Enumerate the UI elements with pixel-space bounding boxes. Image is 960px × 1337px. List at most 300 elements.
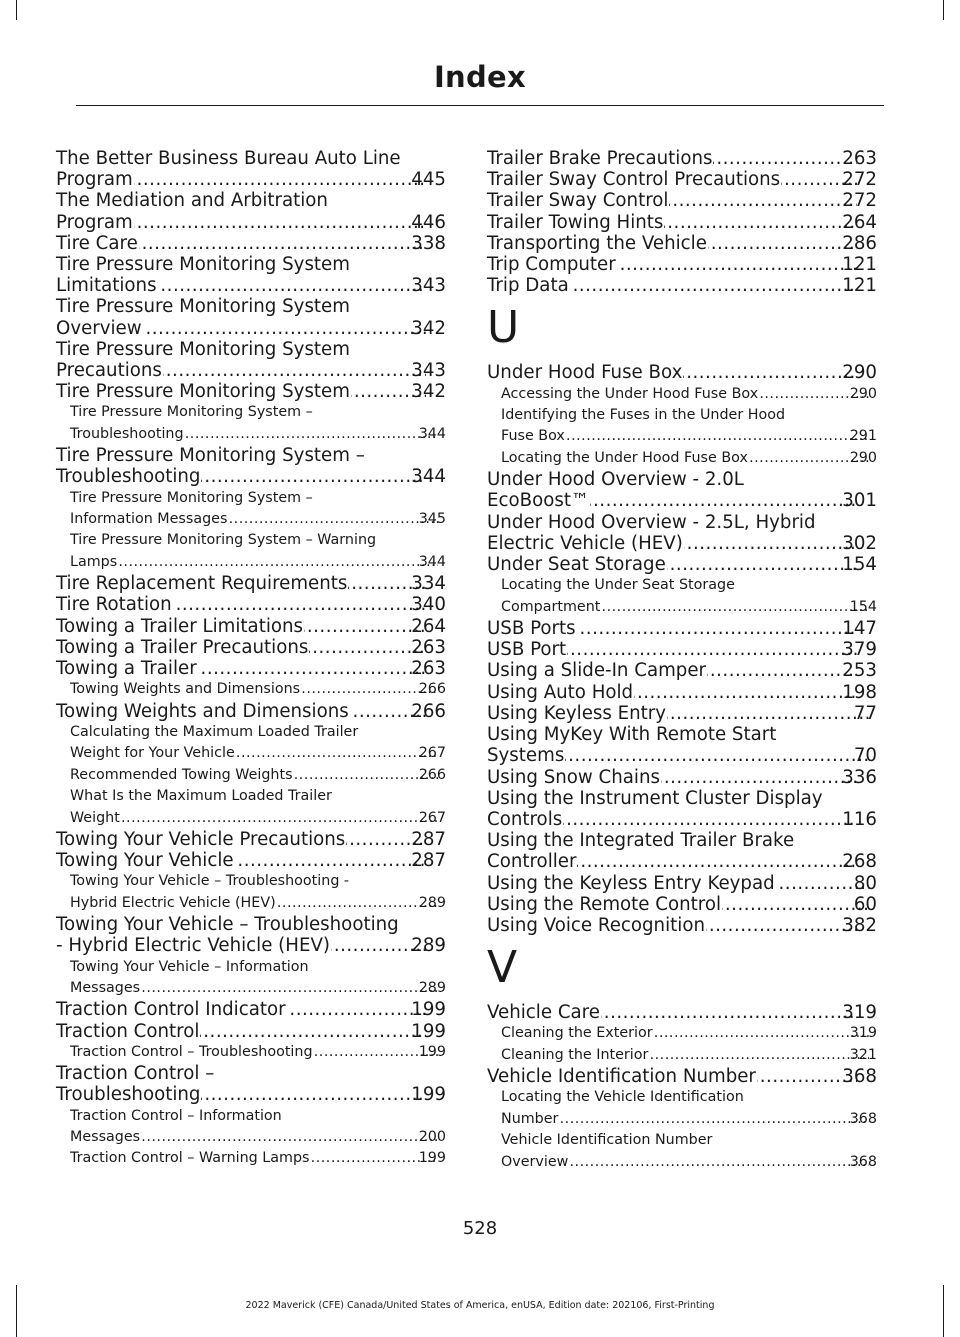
entry-label-line: Precautions (56, 360, 162, 382)
index-entry[interactable] (56, 148, 446, 190)
crop-mark-bottom-right (943, 1285, 944, 1337)
entry-leader-row (56, 573, 446, 595)
entry-label-line: Towing Your Vehicle Precautions (56, 828, 346, 850)
entry-label-line: Weight (70, 809, 120, 826)
entry-label-line: Using the Remote Control (487, 893, 722, 915)
page-reference[interactable]: 290 (842, 362, 877, 384)
page-reference[interactable]: 263 (842, 148, 877, 169)
index-entry[interactable] (487, 830, 877, 872)
page-reference[interactable]: 200 (418, 1129, 446, 1145)
index-entry[interactable] (56, 573, 446, 594)
index-subentry[interactable] (70, 765, 446, 786)
crop-mark-top-right (943, 0, 944, 20)
entry-leader-row (487, 169, 877, 191)
page-title: Index (433, 60, 527, 94)
entry-label-line: Locating the Vehicle Identification (501, 1089, 744, 1106)
entry-label-line: Using a Slide-In Camper (487, 660, 707, 682)
entry-label-line: What Is the Maximum Loaded Trailer (70, 788, 332, 805)
entry-leader-row (487, 808, 877, 830)
page-reference[interactable]: 290 (849, 449, 877, 466)
index-entry[interactable] (487, 788, 877, 830)
entry-leader-row (56, 615, 446, 637)
dot-leader (567, 639, 857, 660)
page-reference[interactable]: 116 (842, 808, 877, 830)
entry-label-line: Calculating the Maximum Loaded Trailer (70, 723, 359, 740)
entry-label-line: Locating the Under Seat Storage (501, 577, 735, 594)
index-entry[interactable] (487, 169, 877, 190)
page-reference[interactable]: 290 (849, 385, 877, 402)
dot-leader (590, 490, 857, 511)
entry-label-line: Towing a Trailer (56, 658, 197, 680)
index-entry[interactable] (487, 915, 877, 936)
page-reference[interactable]: 343 (411, 360, 446, 382)
page-reference[interactable]: 147 (842, 618, 877, 640)
entry-leader-row (487, 190, 877, 212)
dot-leader (304, 616, 426, 637)
entry-leader-row (56, 317, 446, 339)
index-entry[interactable] (56, 616, 446, 637)
index-subentry[interactable] (70, 1106, 446, 1149)
index-subentry[interactable] (70, 722, 446, 765)
entry-leader-row (487, 872, 877, 894)
dot-leader (236, 743, 438, 764)
page-reference[interactable]: 199 (418, 1150, 446, 1167)
dot-leader (684, 533, 857, 554)
index-entry[interactable] (56, 339, 446, 381)
index-subentry[interactable] (501, 1087, 877, 1130)
entry-label-line: Transporting the Vehicle (487, 232, 707, 254)
entry-label-line: Using the Integrated Trailer Brake (487, 830, 795, 852)
entry-label-line: Towing Your Vehicle (56, 850, 234, 872)
entry-leader-row (501, 1045, 877, 1066)
index-subentry[interactable] (70, 1148, 446, 1169)
index-entry[interactable] (487, 512, 877, 554)
index-entry[interactable] (487, 894, 877, 915)
index-entry[interactable] (56, 254, 446, 296)
entry-label-line: Program (56, 169, 133, 191)
section-letter: V (487, 942, 518, 994)
page-reference[interactable]: 289 (418, 979, 446, 996)
page-reference[interactable]: 264 (411, 615, 446, 637)
entry-leader-row (487, 532, 877, 554)
entry-leader-row (487, 639, 877, 661)
index-entry[interactable] (56, 1021, 446, 1042)
page-reference[interactable]: 199 (411, 999, 446, 1021)
dot-leader (664, 212, 857, 233)
dot-leader (577, 618, 858, 639)
entry-leader-row (501, 426, 877, 447)
index-entry[interactable] (487, 554, 877, 575)
index-subentry[interactable] (70, 530, 446, 573)
entry-label-line: Traction Control – Troubleshooting (70, 1043, 313, 1060)
entry-leader-row (487, 148, 877, 169)
entry-label-line: Using the Keyless Entry Keypad (487, 872, 775, 894)
entry-label-line: Troubleshooting (70, 425, 184, 442)
page-reference[interactable]: 264 (842, 211, 877, 233)
entry-leader-row (487, 275, 877, 297)
page-reference[interactable]: 368 (849, 1153, 877, 1170)
dot-leader (134, 169, 427, 190)
dot-leader (141, 1127, 438, 1148)
entry-leader-row (56, 211, 446, 233)
index-column-left (56, 148, 446, 1170)
entry-label-line: Fuse Box (501, 428, 565, 445)
entry-label-line: Using MyKey With Remote Start (487, 724, 777, 746)
entry-leader-row (70, 509, 446, 530)
entry-leader-row (487, 232, 877, 254)
index-entry[interactable] (487, 618, 877, 639)
index-entry[interactable] (487, 682, 877, 703)
entry-label-line: Troubleshooting (56, 466, 201, 488)
entry-leader-row (501, 384, 877, 405)
page-reference[interactable]: 199 (411, 1084, 446, 1106)
entry-label-line: Under Hood Overview - 2.0L (487, 469, 744, 491)
entry-leader-row (501, 1023, 877, 1044)
dot-leader (707, 660, 857, 681)
page-reference[interactable]: 268 (842, 851, 877, 873)
entry-label-line: Using Keyless Entry (487, 702, 667, 724)
dot-leader (661, 767, 857, 788)
entry-label-line: Using Snow Chains (487, 766, 660, 788)
page-reference[interactable]: 199 (418, 1043, 446, 1060)
entry-label-line: Tire Pressure Monitoring System (56, 338, 350, 360)
page-reference[interactable]: 343 (411, 275, 446, 297)
dot-leader (118, 552, 438, 573)
page-reference[interactable]: 272 (842, 190, 877, 212)
entry-label-line: Trailer Brake Precautions (487, 148, 713, 169)
entry-label-line: Vehicle Identification Number (501, 1132, 713, 1149)
page-reference[interactable]: 272 (842, 169, 877, 191)
entry-label-line: Tire Pressure Monitoring System – Warning (70, 532, 377, 549)
entry-label-line: Trailer Sway Control (487, 190, 669, 212)
entry-label-line: Number (501, 1110, 559, 1127)
index-entry[interactable] (487, 212, 877, 233)
header-rule (76, 105, 884, 106)
entry-leader-row (70, 1148, 446, 1169)
index-column-right (487, 148, 877, 1173)
page-reference[interactable]: 344 (418, 553, 446, 570)
index-entry[interactable] (487, 1066, 877, 1087)
page-reference[interactable]: 154 (849, 598, 877, 615)
entry-label-line: Tire Care (56, 232, 138, 254)
page-reference[interactable]: 379 (842, 639, 877, 661)
index-entry[interactable] (56, 594, 446, 615)
dot-leader (667, 554, 857, 575)
index-subentry[interactable] (70, 1042, 446, 1063)
page-reference[interactable]: 368 (849, 1110, 877, 1127)
entry-label-line: Troubleshooting (56, 1084, 201, 1106)
page-reference[interactable]: 340 (411, 594, 446, 616)
entry-label-line: Tire Pressure Monitoring System – (70, 489, 313, 506)
page-reference[interactable]: 263 (411, 636, 446, 658)
page-reference[interactable]: 302 (842, 532, 877, 554)
entry-leader-row (56, 828, 446, 850)
dot-leader (559, 1109, 868, 1130)
entry-label-line: Vehicle Identification Number (487, 1066, 756, 1088)
entry-label-line: Limitations (56, 275, 157, 297)
entry-leader-row (56, 594, 446, 616)
dot-leader (601, 1002, 857, 1023)
entry-label-line: Overview (501, 1153, 569, 1170)
index-subentry[interactable] (70, 786, 446, 829)
index-entry[interactable] (487, 703, 877, 724)
index-subentry[interactable] (70, 488, 446, 531)
index-entry[interactable] (56, 829, 446, 850)
page-reference[interactable]: 445 (411, 169, 446, 191)
page-reference[interactable]: 289 (411, 935, 446, 957)
page-reference[interactable]: 368 (842, 1066, 877, 1088)
entry-label-line: Towing Your Vehicle – Troubleshooting - (70, 873, 350, 890)
dot-leader (570, 275, 858, 296)
entry-leader-row (56, 850, 446, 872)
index-entry[interactable] (487, 275, 877, 296)
page-reference[interactable]: 338 (411, 232, 446, 254)
entry-label-line: Tire Rotation (56, 594, 172, 616)
entry-label-line: Messages (70, 979, 141, 996)
index-entry[interactable] (56, 850, 446, 871)
entry-leader-row (487, 914, 877, 936)
page-reference[interactable]: 80 (853, 872, 877, 894)
entry-leader-row (487, 893, 877, 915)
entry-label-line: Messages (70, 1129, 141, 1145)
dot-leader (121, 808, 438, 829)
index-subentry[interactable] (501, 1045, 877, 1066)
entry-label-line: Traction Control Indicator (56, 999, 286, 1021)
entry-label-line: Under Seat Storage (487, 554, 666, 576)
entry-leader-row (487, 1066, 877, 1088)
entry-label-line: USB Port (487, 639, 567, 661)
entry-label-line: EcoBoost™ (487, 490, 590, 512)
dot-leader (722, 894, 869, 915)
entry-leader-row (56, 169, 446, 191)
entry-leader-row (56, 636, 446, 658)
page-reference[interactable]: 291 (849, 428, 877, 445)
dot-leader (198, 658, 427, 679)
entry-label-line: Controller (487, 851, 577, 873)
page-reference[interactable]: 446 (411, 211, 446, 233)
entry-label-line: Towing Your Vehicle – Troubleshooting (56, 914, 399, 936)
index-subentry[interactable] (70, 957, 446, 1000)
index-entry[interactable] (56, 296, 446, 338)
entry-leader-row (487, 660, 877, 682)
entry-label-line: Towing Weights and Dimensions (70, 681, 301, 698)
entry-leader-row (56, 381, 446, 403)
entry-leader-row (56, 275, 446, 297)
entry-label-line: Information Messages (70, 511, 228, 528)
entry-label-line: Traction Control – Warning Lamps (70, 1150, 310, 1167)
index-subentry[interactable] (501, 448, 877, 469)
entry-leader-row (56, 360, 446, 382)
dot-leader (706, 915, 857, 936)
dot-leader (200, 1021, 426, 1042)
index-entry[interactable] (56, 999, 446, 1020)
index-entry[interactable] (56, 445, 446, 487)
page-reference[interactable]: 334 (411, 573, 446, 595)
page-reference[interactable]: 321 (849, 1046, 877, 1063)
entry-label-line: Weight for Your Vehicle (70, 745, 235, 762)
entry-leader-row (56, 1084, 446, 1106)
entry-label-line: Traction Control – (56, 1063, 215, 1085)
entry-leader-row (70, 1127, 446, 1148)
page-reference[interactable]: 121 (842, 275, 877, 297)
entry-label-line: Trailer Towing Hints (487, 211, 664, 233)
dot-leader (563, 809, 857, 830)
index-subentry[interactable] (501, 1023, 877, 1044)
entry-label-line: USB Ports (487, 618, 576, 640)
index-subentry[interactable] (501, 384, 877, 405)
entry-leader-row (70, 424, 446, 445)
crop-mark-top-left (16, 0, 17, 20)
page-reference[interactable]: 266 (418, 681, 446, 698)
dot-leader (654, 1023, 869, 1044)
index-entry[interactable] (56, 381, 446, 402)
page-reference[interactable]: 154 (842, 554, 877, 576)
index-entry[interactable] (487, 639, 877, 660)
entry-leader-row (56, 935, 446, 957)
entry-label-line: Under Hood Overview - 2.5L, Hybrid (487, 511, 816, 533)
page-reference[interactable]: 287 (411, 850, 446, 872)
entry-label-line: Using the Instrument Cluster Display (487, 787, 823, 809)
entry-leader-row (487, 766, 877, 788)
entry-label-line: Towing a Trailer Precautions (56, 636, 309, 658)
page-reference[interactable]: 266 (418, 766, 446, 783)
entry-label-line: The Better Business Bureau Auto Line (56, 148, 401, 169)
index-subentry[interactable] (70, 871, 446, 914)
dot-leader (173, 594, 427, 615)
entry-leader-row (487, 851, 877, 873)
index-entry[interactable] (487, 724, 877, 766)
index-entry[interactable] (487, 767, 877, 788)
page-reference[interactable]: 60 (853, 893, 877, 915)
entry-label-line: Electric Vehicle (HEV) (487, 532, 683, 554)
entry-leader-row (487, 618, 877, 640)
entry-label-line: Trailer Sway Control Precautions (487, 169, 781, 191)
index-entry[interactable] (487, 233, 877, 254)
dot-leader (683, 362, 857, 383)
page-reference[interactable]: 266 (411, 700, 446, 722)
page-reference[interactable]: 382 (842, 914, 877, 936)
index-entry[interactable] (487, 469, 877, 511)
dot-leader (143, 318, 427, 339)
index-entry[interactable] (56, 637, 446, 658)
index-entry[interactable] (487, 873, 877, 894)
index-subentry[interactable] (501, 575, 877, 618)
index-entry[interactable] (56, 914, 446, 956)
page-reference[interactable]: 319 (842, 1002, 877, 1024)
page-reference[interactable]: 344 (418, 425, 446, 442)
page-reference[interactable]: 198 (842, 681, 877, 703)
page-reference[interactable]: 253 (842, 660, 877, 682)
index-entry[interactable] (56, 701, 446, 722)
entry-leader-row (487, 554, 877, 576)
entry-label-line: Vehicle Care (487, 1002, 600, 1024)
page-reference[interactable]: 70 (853, 745, 877, 767)
entry-label-line: Trip Computer (487, 254, 616, 276)
entry-leader-row (487, 362, 877, 384)
index-entry[interactable] (487, 254, 877, 275)
page-reference[interactable]: 263 (411, 658, 446, 680)
page-reference[interactable]: 342 (411, 317, 446, 339)
entry-leader-row (501, 597, 877, 618)
section-letter: U (487, 302, 520, 354)
index-entry[interactable] (487, 1002, 877, 1023)
entry-label-line: Trip Data (487, 275, 569, 297)
page-reference[interactable]: 345 (418, 511, 446, 528)
page-reference[interactable]: 77 (853, 702, 877, 724)
page-reference[interactable]: 199 (411, 1020, 446, 1042)
entry-leader-row (70, 679, 446, 700)
page-reference[interactable]: 286 (842, 232, 877, 254)
page-reference[interactable]: 267 (418, 809, 446, 826)
index-entry[interactable] (487, 362, 877, 383)
entry-label-line: Tire Pressure Monitoring System (56, 296, 350, 318)
dot-leader (565, 745, 869, 766)
index-entry[interactable] (487, 660, 877, 681)
entry-label-line: The Mediation and Arbitration (56, 190, 328, 212)
entry-leader-row (501, 1152, 877, 1173)
entry-leader-row (70, 808, 446, 829)
dot-leader (185, 424, 438, 445)
index-subentry[interactable] (501, 1130, 877, 1173)
page-reference[interactable]: 121 (842, 254, 877, 276)
index-subentry[interactable] (70, 402, 446, 445)
dot-leader (201, 1084, 426, 1105)
page-reference[interactable]: 319 (849, 1025, 877, 1042)
entry-label-line: Compartment (501, 598, 601, 615)
dot-leader (708, 233, 857, 254)
index-entry[interactable] (56, 1063, 446, 1105)
page-reference[interactable]: 301 (842, 490, 877, 512)
index-entry[interactable] (56, 233, 446, 254)
entry-leader-row (70, 1042, 446, 1063)
entry-label-line: Overview (56, 317, 142, 339)
dot-leader (201, 466, 426, 487)
page-reference[interactable]: 344 (411, 466, 446, 488)
entry-leader-row (56, 466, 446, 488)
index-entry[interactable] (56, 190, 446, 232)
index-entry[interactable] (56, 658, 446, 679)
index-entry[interactable] (487, 148, 877, 169)
entry-leader-row (70, 978, 446, 999)
dot-leader (667, 703, 869, 724)
dot-leader (601, 597, 868, 618)
entry-leader-row (487, 745, 877, 767)
entry-label-line: Hybrid Electric Vehicle (HEV) (70, 894, 276, 911)
entry-leader-row (487, 702, 877, 724)
page-reference[interactable]: 287 (411, 828, 446, 850)
entry-leader-row (487, 490, 877, 512)
entry-leader-row (56, 658, 446, 680)
page-reference[interactable]: 267 (418, 745, 446, 762)
dot-leader (294, 765, 438, 786)
entry-label-line: Traction Control – Information (70, 1107, 282, 1124)
entry-leader-row (56, 1020, 446, 1042)
entry-leader-row (501, 1109, 877, 1130)
page-reference[interactable]: 289 (418, 894, 446, 911)
page-reference[interactable]: 336 (842, 766, 877, 788)
entry-label-line: Cleaning the Exterior (501, 1025, 653, 1042)
page-reference[interactable]: 342 (411, 381, 446, 403)
index-subentry[interactable] (70, 679, 446, 700)
entry-label-line: Towing Weights and Dimensions (56, 700, 349, 722)
dot-leader (577, 851, 857, 872)
index-subentry[interactable] (501, 405, 877, 448)
entry-leader-row (487, 211, 877, 233)
entry-label-line: Towing a Trailer Limitations (56, 615, 304, 637)
index-entry[interactable] (487, 190, 877, 211)
entry-leader-row (501, 448, 877, 469)
entry-label-line: Recommended Towing Weights (70, 766, 293, 783)
